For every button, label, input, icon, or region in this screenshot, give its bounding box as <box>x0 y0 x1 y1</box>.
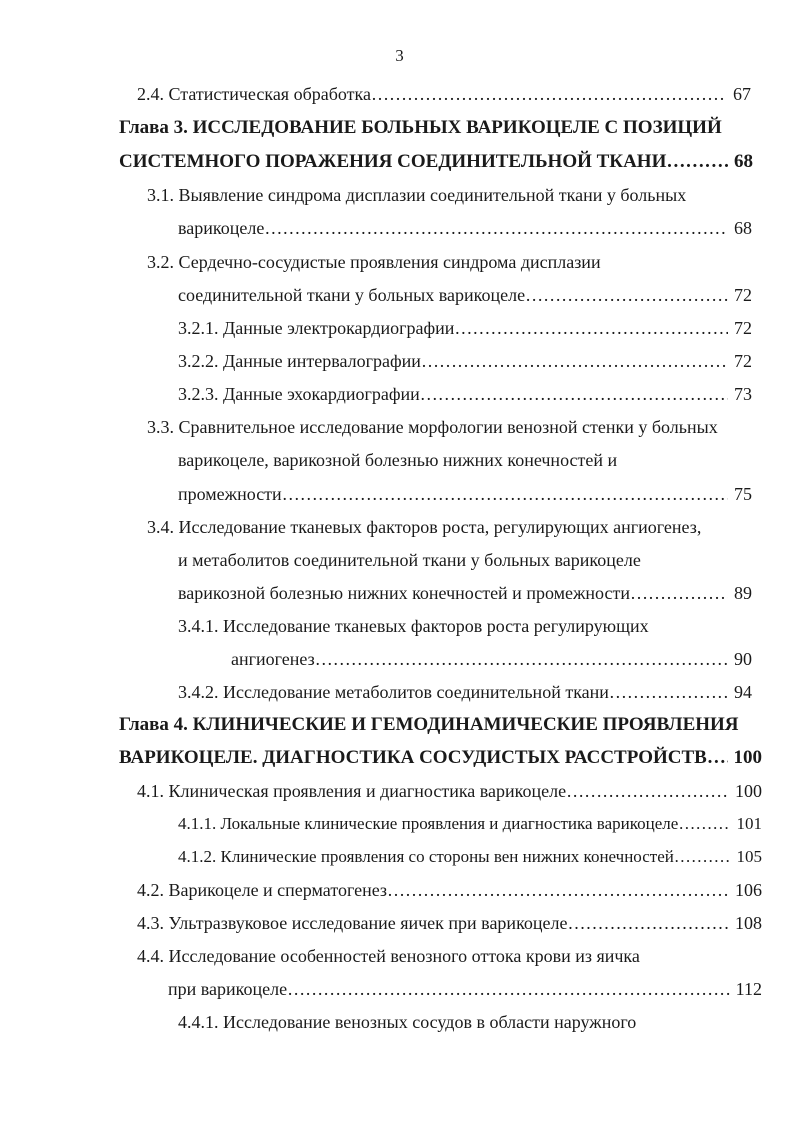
dot-leader <box>264 217 728 239</box>
toc-entry: 3.1. Выявление синдрома дисплазии соединительной ткани у больных <box>147 185 687 205</box>
toc-entry: 4.4. Исследование особенностей венозного оттока крови из яичка <box>137 946 640 966</box>
toc-entry: и метаболитов соединительной ткани у больных варикоцеле <box>178 550 641 570</box>
dot-leader <box>282 483 728 505</box>
dot-leader <box>371 83 727 105</box>
dot-leader <box>454 317 728 339</box>
toc-entry: ангиогенез …………………………………………………………………………………………………………………………………………………………………………………………………………… 90 <box>231 648 752 670</box>
chapter-heading: Глава 3. ИССЛЕДОВАНИЕ БОЛЬНЫХ ВАРИКОЦЕЛЕ С ПОЗИЦИЙ <box>119 117 722 138</box>
dot-leader <box>420 383 728 405</box>
toc-entry: 4.1.2. Клинические проявления со стороны вен нижних конечностей …………………………………………………………………………………………………………………………………………………………………………………………………………… 105 <box>178 846 762 868</box>
toc-entry: 4.2. Варикоцеле и сперматогенез …………………………………………………………………………………………………………………………………………………………………………………………………………… 106 <box>137 879 762 901</box>
dot-leader <box>707 747 728 769</box>
toc-entry: промежности …………………………………………………………………………………………………………………………………………………………………………………………………………… 75 <box>178 483 752 505</box>
dot-leader <box>315 648 728 670</box>
toc-entry: при варикоцеле …………………………………………………………………………………………………………………………………………………………………………………………………………… 112 <box>168 978 762 1000</box>
dot-leader <box>674 846 731 868</box>
dot-leader <box>678 813 730 835</box>
dot-leader <box>387 879 729 901</box>
toc-entry: 4.1.1. Локальные клинические проявления и диагностика варикоцеле …………………………………………………………………………………………………………………………………………………………………………………………………………… 101 <box>178 813 762 835</box>
dot-leader <box>566 780 729 802</box>
dot-leader <box>568 912 730 934</box>
toc-entry: варикоцеле …………………………………………………………………………………………………………………………………………………………………………………………………………… 68 <box>178 217 752 239</box>
chapter-heading: ВАРИКОЦЕЛЕ. ДИАГНОСТИКА СОСУДИСТЫХ РАССТРОЙСТВ …………………………………………………………………………………………………………………………………………………………………………………………………………… 100 <box>119 747 762 769</box>
dot-leader <box>630 582 728 604</box>
page-number: 3 <box>395 46 404 65</box>
toc-entry: 4.1. Клиническая проявления и диагностика варикоцеле …………………………………………………………………………………………………………………………………………………………………………………………………………… 100 <box>137 780 762 802</box>
dot-leader <box>287 978 730 1000</box>
dot-leader <box>525 284 728 306</box>
chapter-heading: Глава 4. КЛИНИЧЕСКИЕ И ГЕМОДИНАМИЧЕСКИЕ ПРОЯВЛЕНИЯ <box>119 714 739 735</box>
toc-entry: 3.2.1. Данные электрокардиографии …………………………………………………………………………………………………………………………………………………………………………………………………………… 72 <box>178 317 752 339</box>
toc-entry: 2.4. Статистическая обработка …………………………………………………………………………………………………………………………………………………………………………………………………………… 67 <box>137 83 751 105</box>
toc-entry: 3.2.2. Данные интервалографии …………………………………………………………………………………………………………………………………………………………………………………………………………… 72 <box>178 350 752 372</box>
chapter-heading: СИСТЕМНОГО ПОРАЖЕНИЯ СОЕДИНИТЕЛЬНОЙ ТКАНИ …………………………………………………………………………………………………………………………………………………………………………………………………………… 68 <box>119 151 753 173</box>
dot-leader <box>666 151 728 173</box>
toc-entry: соединительной ткани у больных варикоцеле …………………………………………………………………………………………………………………………………………………………………………………………………………… 72 <box>178 284 752 306</box>
toc-entry: 3.4.1. Исследование тканевых факторов роста регулирующих <box>178 616 649 636</box>
toc-entry: 3.3. Сравнительное исследование морфологии венозной стенки у больных <box>147 417 718 437</box>
toc-entry: 3.4. Исследование тканевых факторов роста, регулирующих ангиогенез, <box>147 517 702 537</box>
dot-leader <box>609 681 728 703</box>
toc-entry: варикозной болезнью нижних конечностей и промежности …………………………………………………………………………………………………………………………………………………………………………………………………………… 89 <box>178 582 752 604</box>
toc-entry: 4.3. Ультразвуковое исследование яичек при варикоцеле …………………………………………………………………………………………………………………………………………………………………………………………………………… 108 <box>137 912 762 934</box>
toc-entry: 3.4.2. Исследование метаболитов соединительной ткани …………………………………………………………………………………………………………………………………………………………………………………………………………… 94 <box>178 681 752 703</box>
toc-entry: варикоцеле, варикозной болезнью нижних конечностей и <box>178 450 618 470</box>
toc-entry: 4.4.1. Исследование венозных сосудов в области наружного <box>178 1012 637 1032</box>
dot-leader <box>421 350 728 372</box>
toc-entry: 3.2. Сердечно-сосудистые проявления синдрома дисплазии <box>147 252 601 272</box>
toc-entry: 3.2.3. Данные эхокардиографии …………………………………………………………………………………………………………………………………………………………………………………………………………… 73 <box>178 383 752 405</box>
